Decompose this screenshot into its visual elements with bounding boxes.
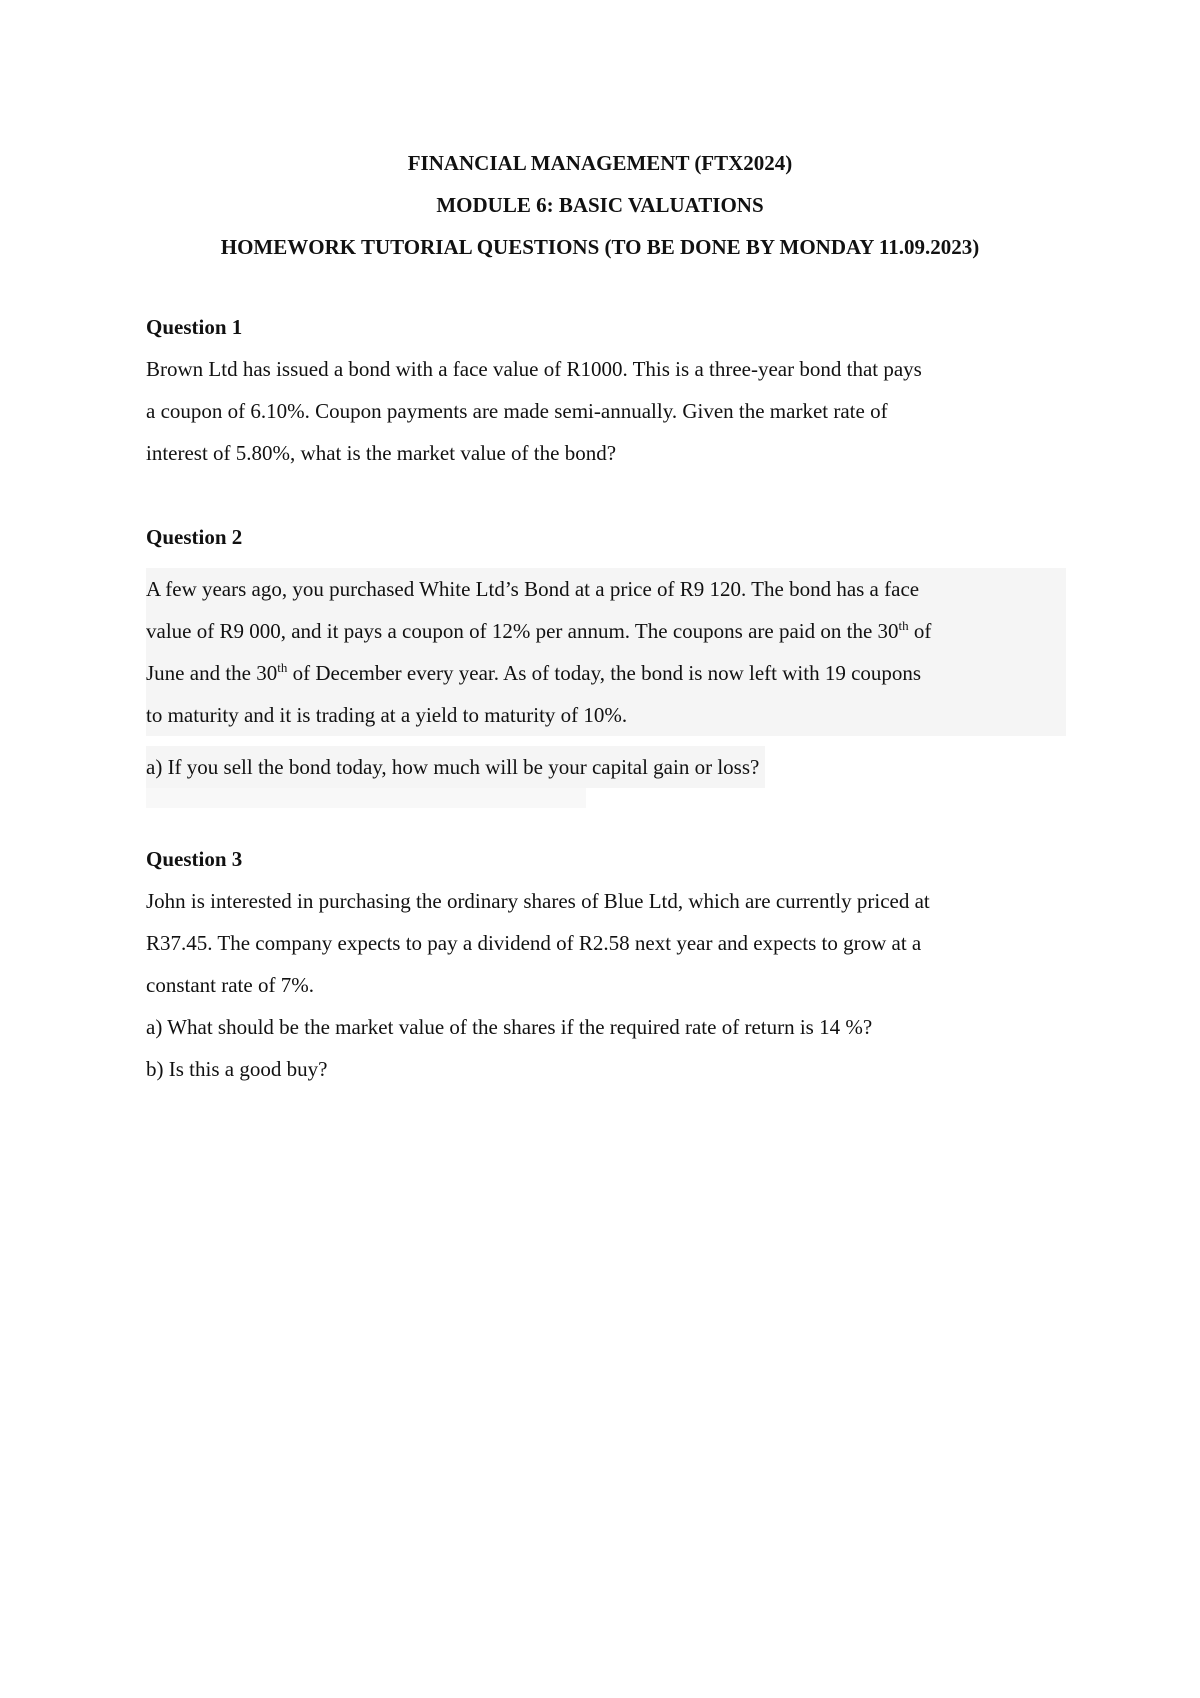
question-3-part-b: b) Is this a good buy?	[146, 1057, 328, 1081]
homework-title: HOMEWORK TUTORIAL QUESTIONS (TO BE DONE BY MONDAY 11.09.2023)	[220, 235, 980, 259]
question-1	[146, 306, 1066, 474]
module-title: MODULE 6: BASIC VALUATIONS	[436, 193, 764, 217]
question-1-body	[146, 348, 1066, 474]
question-1-line: a coupon of 6.10%. Coupon payments are made semi-annually. Given the market rate of	[146, 399, 888, 423]
question-2-line	[146, 610, 1066, 652]
question-1-title: Question 1	[146, 315, 243, 339]
question-2-line	[146, 652, 1066, 694]
ordinal-suffix: th	[277, 660, 288, 675]
question-1-line: Brown Ltd has issued a bond with a face value of R1000. This is a three-year bond that pays	[146, 357, 922, 381]
document-header	[0, 142, 1200, 268]
question-3-body	[146, 880, 1066, 1090]
question-2-body	[146, 568, 1066, 736]
question-1-line: interest of 5.80%, what is the market value of the bond?	[146, 441, 617, 465]
question-2	[146, 516, 1066, 808]
question-2-title: Question 2	[146, 525, 243, 549]
question-3-title: Question 3	[146, 847, 243, 871]
question-3	[146, 838, 1066, 1090]
question-2-part-a: a) If you sell the bond today, how much will be your capital gain or loss?	[146, 746, 765, 788]
course-title: FINANCIAL MANAGEMENT (FTX2024)	[407, 151, 793, 175]
question-3-line: R37.45. The company expects to pay a dividend of R2.58 next year and expects to grow at a	[146, 931, 922, 955]
question-2-line: A few years ago, you purchased White Ltd’s Bond at a price of R9 120. The bond has a face	[146, 577, 920, 601]
ordinal-suffix: th	[898, 618, 909, 633]
question-2-text: June and the 30	[146, 661, 278, 685]
question-2-text: of December every year. As of today, the bond is now left with 19 coupons	[287, 661, 922, 685]
question-3-part-a: a) What should be the market value of the shares if the required rate of return is 14 %?	[146, 1015, 873, 1039]
question-3-line: constant rate of 7%.	[146, 973, 314, 997]
question-2-line: to maturity and it is trading at a yield to maturity of 10%.	[146, 703, 628, 727]
question-3-line: John is interested in purchasing the ordinary shares of Blue Ltd, which are currently priced at	[146, 889, 930, 913]
question-2-text: of	[908, 619, 932, 643]
question-2-text: value of R9 000, and it pays a coupon of 12% per annum. The coupons are paid on the 30	[146, 619, 899, 643]
